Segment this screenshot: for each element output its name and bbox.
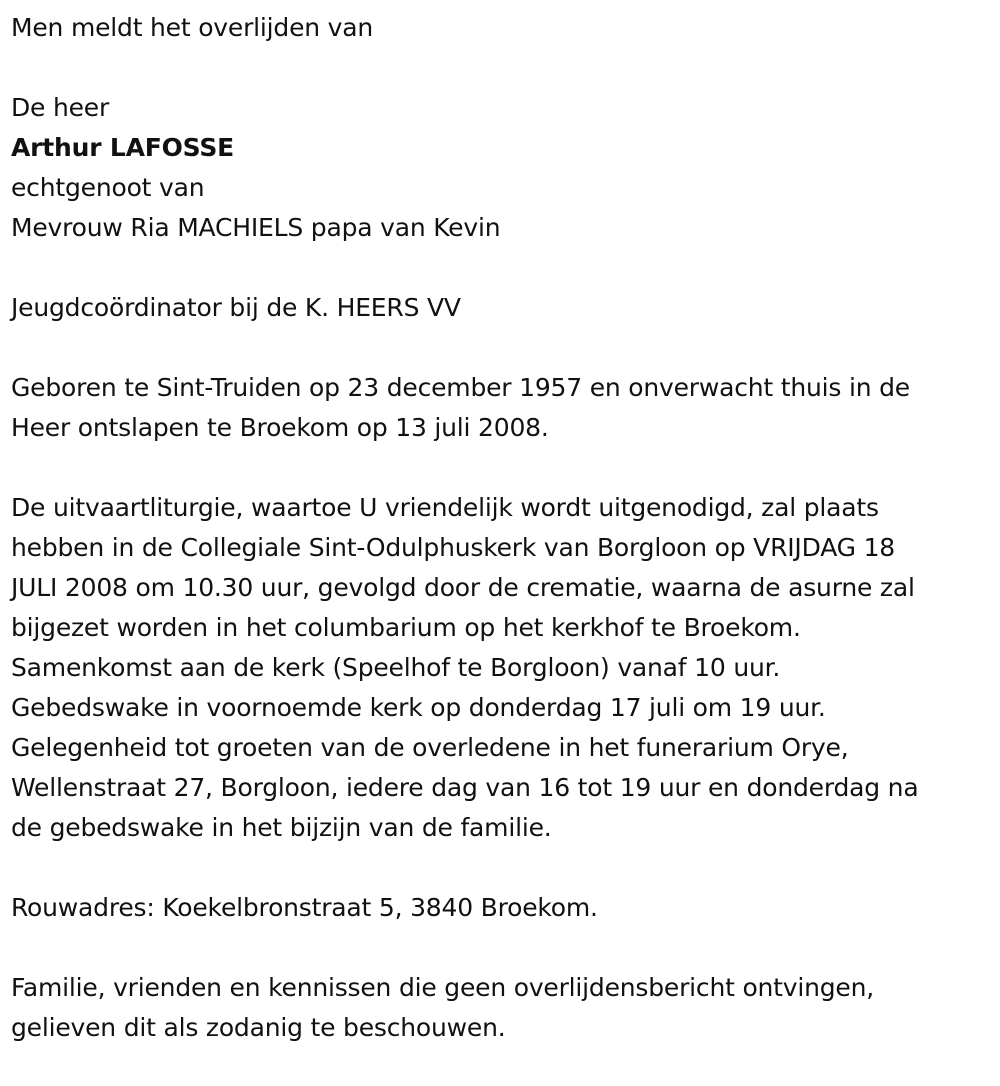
- spacer: [11, 448, 991, 488]
- intro-text: Men meldt het overlijden van: [11, 13, 374, 42]
- paragraph-line: Heer ontslapen te Broekom op 13 juli 2008.: [11, 413, 549, 442]
- death-notice: [11, 8, 991, 1048]
- spacer: [11, 48, 991, 88]
- paragraph-line: Gelegenheid tot groeten van de overledene in het funerarium Orye,: [11, 733, 849, 762]
- ceremony-paragraph: [11, 488, 991, 848]
- deceased-name: Arthur LAFOSSE: [11, 133, 235, 162]
- role-text: Jeugdcoördinator bij de K. HEERS VV: [11, 293, 461, 322]
- paragraph-line: hebben in de Collegiale Sint-Odulphuskerk van Borgloon op VRIJDAG 18: [11, 533, 895, 562]
- paragraph-line: gelieven dit als zodanig te beschouwen.: [11, 1013, 506, 1042]
- salutation: De heer: [11, 93, 110, 122]
- paragraph-line: De uitvaartliturgie, waartoe U vriendelijk wordt uitgenodigd, zal plaats: [11, 493, 879, 522]
- paragraph-line: Samenkomst aan de kerk (Speelhof te Borgloon) vanaf 10 uur.: [11, 653, 781, 682]
- paragraph-line: Familie, vrienden en kennissen die geen overlijdensbericht ontvingen,: [11, 973, 875, 1002]
- spacer: [11, 848, 991, 888]
- spouse-prefix: echtgenoot van: [11, 173, 205, 202]
- paragraph-line: Wellenstraat 27, Borgloon, iedere dag van 16 tot 19 uur en donderdag na: [11, 773, 919, 802]
- spacer: [11, 328, 991, 368]
- mourning-address: Rouwadres: Koekelbronstraat 5, 3840 Broekom.: [11, 893, 598, 922]
- spacer: [11, 248, 991, 288]
- paragraph-line: bijgezet worden in het columbarium op het kerkhof te Broekom.: [11, 613, 801, 642]
- paragraph-line: de gebedswake in het bijzijn van de familie.: [11, 813, 552, 842]
- birth-death-paragraph: [11, 368, 991, 448]
- family-line: Mevrouw Ria MACHIELS papa van Kevin: [11, 213, 501, 242]
- spacer: [11, 928, 991, 968]
- paragraph-line: Gebedswake in voornoemde kerk op donderdag 17 juli om 19 uur.: [11, 693, 826, 722]
- paragraph-line: Geboren te Sint-Truiden op 23 december 1957 en onverwacht thuis in de: [11, 373, 910, 402]
- closing-paragraph: [11, 968, 991, 1048]
- paragraph-line: JULI 2008 om 10.30 uur, gevolgd door de crematie, waarna de asurne zal: [11, 573, 915, 602]
